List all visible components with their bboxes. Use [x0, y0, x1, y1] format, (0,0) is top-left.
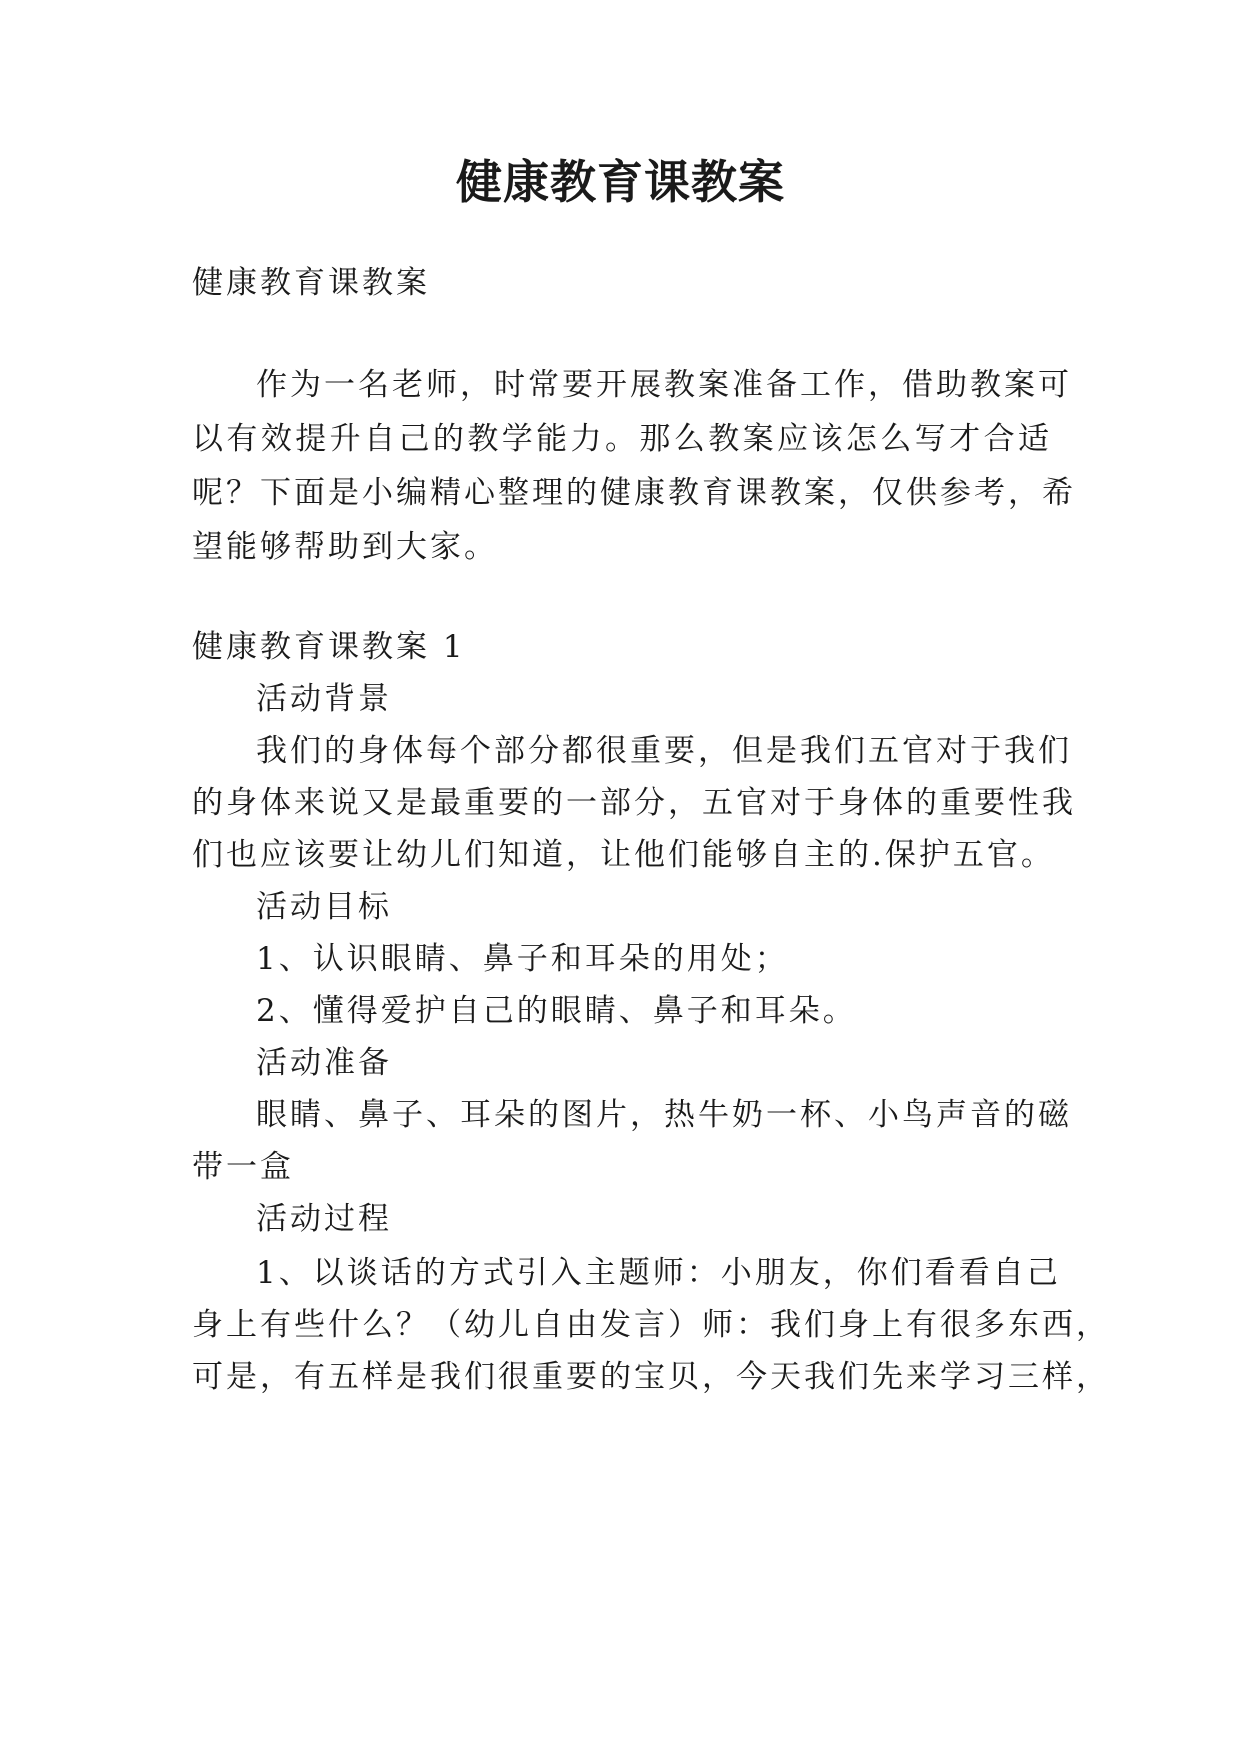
process-line: 可是，有五样是我们很重要的宝贝，今天我们先来学习三样，	[192, 1359, 1110, 1395]
intro-line: 望能够帮助到大家。	[192, 529, 498, 565]
goals-heading: 活动目标	[256, 889, 392, 925]
intro-line: 以有效提升自己的教学能力。那么教案应该怎么写才合适	[192, 421, 1052, 457]
process-line: 1、以谈话的方式引入主题师：小朋友，你们看看自己	[256, 1255, 1061, 1291]
document-subtitle: 健康教育课教案	[192, 265, 430, 301]
process-heading: 活动过程	[256, 1201, 392, 1237]
document-title: 健康教育课教案	[456, 155, 785, 209]
process-line: 身上有些什么？（幼儿自由发言）师：我们身上有很多东西，	[192, 1307, 1110, 1343]
goal-item: 1、认识眼睛、鼻子和耳朵的用处；	[256, 941, 789, 977]
background-heading: 活动背景	[256, 681, 392, 717]
prep-line: 带一盒	[192, 1149, 294, 1185]
prep-line: 眼睛、鼻子、耳朵的图片，热牛奶一杯、小鸟声音的磁	[256, 1097, 1072, 1133]
background-line: 我们的身体每个部分都很重要，但是我们五官对于我们	[256, 733, 1072, 769]
background-line: 们也应该要让幼儿们知道，让他们能够自主的.保护五官。	[192, 837, 1055, 873]
prep-heading: 活动准备	[256, 1045, 392, 1081]
background-line: 的身体来说又是最重要的一部分，五官对于身体的重要性我	[192, 785, 1076, 821]
intro-line: 呢？下面是小编精心整理的健康教育课教案，仅供参考，希	[192, 475, 1076, 511]
goal-item: 2、懂得爱护自己的眼睛、鼻子和耳朵。	[256, 993, 857, 1029]
section-heading: 健康教育课教案 1	[192, 629, 466, 665]
intro-line: 作为一名老师，时常要开展教案准备工作，借助教案可	[256, 367, 1072, 403]
